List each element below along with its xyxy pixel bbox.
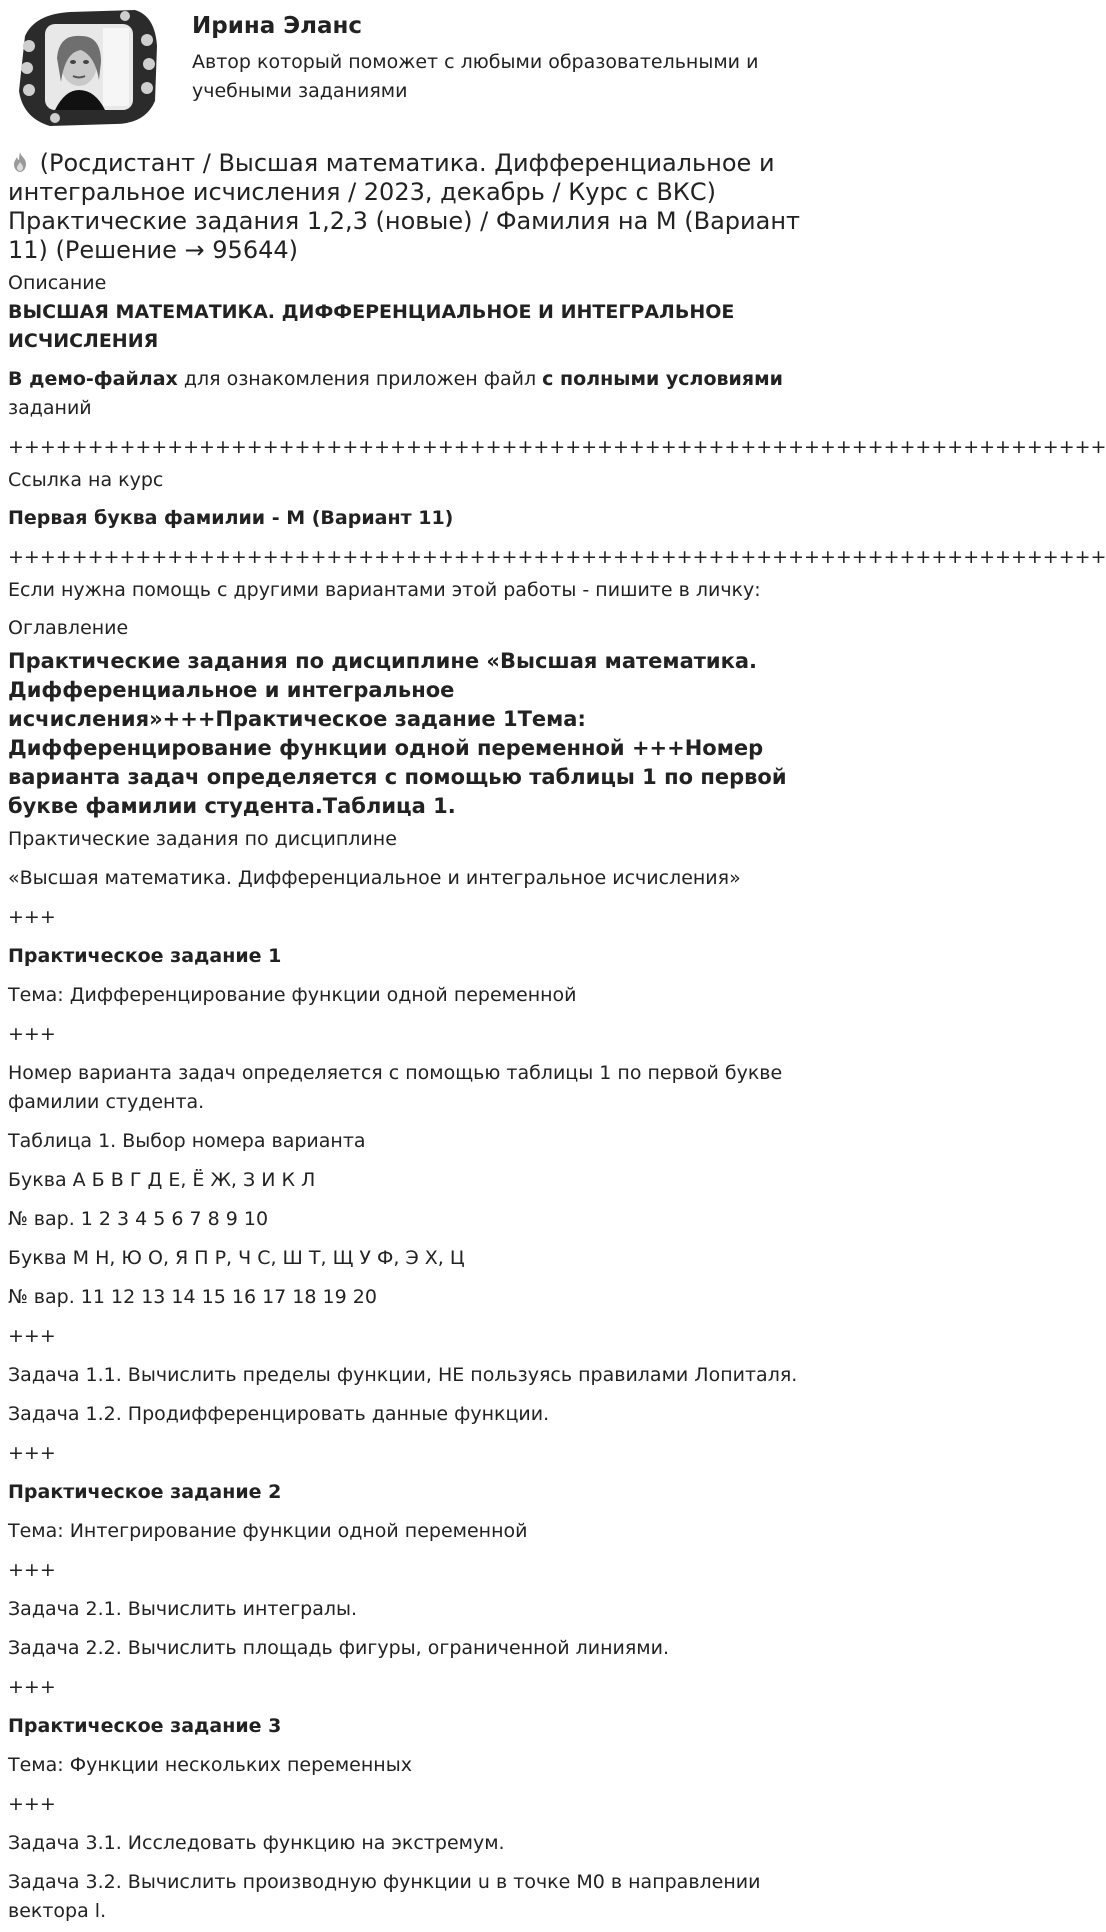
body-line: Задача 2.2. Вычислить площадь фигуры, ограниченной линиями.	[8, 1637, 669, 1659]
avatar[interactable]	[15, 6, 160, 128]
body-line: +++	[8, 1676, 56, 1698]
page-title-text: (Росдистант / Высшая математика. Дифференциальное и интегральное исчисления / 2023, декабрь / Курс с ВКС) Практические задания 1,2,3 (новые) / Фамилия на М (Вариант 11) (Решение → 95644)	[8, 149, 800, 264]
body-line: Практические задания по дисциплине	[8, 828, 397, 850]
body-line: Тема: Интегрирование функции одной переменной	[8, 1520, 528, 1542]
help-note: Если нужна помощь с другими вариантами этой работы - пишите в личку:	[8, 579, 761, 601]
course-link[interactable]: Ссылка на курс	[8, 469, 164, 491]
body-line: +++	[8, 1793, 56, 1815]
demo-note-text-2: заданий	[8, 397, 92, 419]
section-heading: Практическое задание 2	[8, 1481, 282, 1503]
body-line: Задача 2.1. Вычислить интегралы.	[8, 1598, 358, 1620]
avatar-image	[15, 6, 160, 128]
separator-line: +++++++++++++++++++++++++++++++++++++++++++++++++++++++++++++++++++++	[8, 436, 1106, 458]
description-label: Описание	[8, 272, 107, 294]
toc-text: Практические задания по дисциплине «Высшая математика. Дифференциальное и интегральное исчисления»+++Практическое задание 1Тема: Дифференцирование функции одной переменной +++Номер варианта задач определяется с помощью таблицы 1 по первой букве фамилии студента.Таблица 1.	[8, 649, 787, 818]
body-line: № вар. 1 2 3 4 5 6 7 8 9 10	[8, 1208, 269, 1230]
page-title	[8, 149, 823, 265]
body-line: +++	[8, 1023, 56, 1045]
author-name[interactable]: Ирина Эланс	[192, 13, 363, 39]
body-line: Таблица 1. Выбор номера варианта	[8, 1130, 366, 1152]
body-line: № вар. 11 12 13 14 15 16 17 18 19 20	[8, 1286, 377, 1308]
first-letter-note: Первая буква фамилии - М (Вариант 11)	[8, 507, 454, 529]
task-description	[8, 821, 823, 1932]
subject-heading: ВЫСШАЯ МАТЕМАТИКА. ДИФФЕРЕНЦИАЛЬНОЕ И ИНТЕГРАЛЬНОЕ ИСЧИСЛЕНИЯ	[8, 301, 735, 352]
body-line: +++	[8, 1442, 56, 1464]
body-line: Тема: Функции нескольких переменных	[8, 1754, 412, 1776]
body-line: Номер варианта задач определяется с помощью таблицы 1 по первой букве фамилии студента.	[8, 1062, 783, 1113]
demo-note-text-1: для ознакомления приложен файл	[177, 368, 543, 390]
fire-icon	[8, 150, 32, 174]
body-line: +++	[8, 906, 56, 928]
separator-line: +++++++++++++++++++++++++++++++++++++++++++++++++++++++++++++++++++++	[8, 546, 1106, 568]
body-line: +++	[8, 1559, 56, 1581]
body-line: Буква А Б В Г Д Е, Ё Ж, З И К Л	[8, 1169, 316, 1191]
body-line: «Высшая математика. Дифференциальное и интегральное исчисления»	[8, 867, 741, 889]
body-line: Задача 1.2. Продифференцировать данные функции.	[8, 1403, 550, 1425]
demo-note-bold-2: с полными условиями	[542, 368, 783, 390]
author-description: Автор который поможет с любыми образовательными и учебными заданиями	[192, 51, 759, 102]
body-line: Задача 1.1. Вычислить пределы функции, НЕ пользуясь правилами Лопиталя.	[8, 1364, 798, 1386]
section-heading: Практическое задание 3	[8, 1715, 282, 1737]
toc-label: Оглавление	[8, 617, 129, 639]
body-line: Задача 3.1. Исследовать функцию на экстремум.	[8, 1832, 505, 1854]
section-heading: Практическое задание 1	[8, 945, 282, 967]
body-line: Тема: Дифференцирование функции одной переменной	[8, 984, 577, 1006]
author-card	[8, 0, 823, 135]
demo-note	[8, 365, 823, 423]
body-line: Задача 3.2. Вычислить производную функции u в точке M0 в направлении вектора l.	[8, 1871, 761, 1922]
body-line: Буква М Н, Ю О, Я П Р, Ч С, Ш Т, Щ У Ф, Э Х, Ц	[8, 1247, 465, 1269]
body-line: +++	[8, 1325, 56, 1347]
demo-note-bold-1: В демо-файлах	[8, 368, 178, 390]
